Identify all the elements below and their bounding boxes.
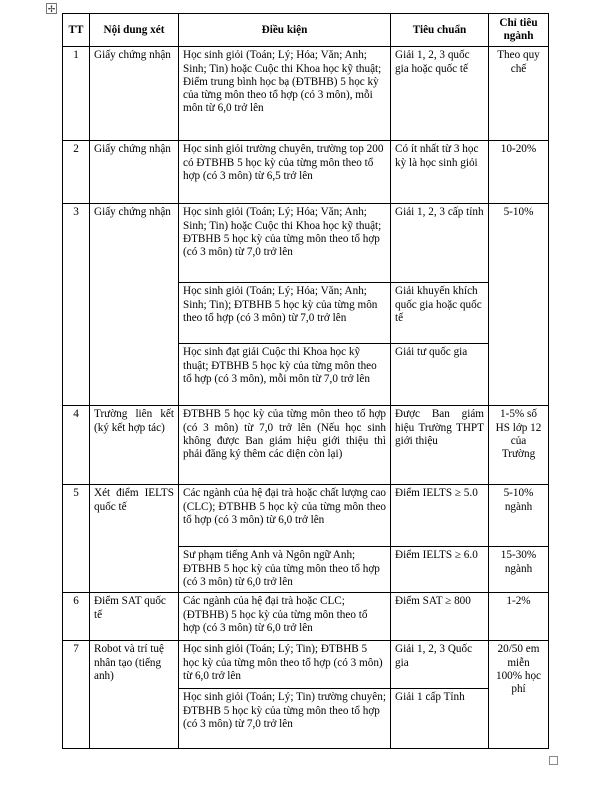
header-condition: Điều kiện bbox=[179, 14, 391, 47]
row-content: Robot và trí tuệ nhân tạo (tiếng anh) bbox=[90, 641, 179, 749]
row-quota: 10-20% bbox=[489, 141, 549, 204]
admission-criteria-table bbox=[62, 13, 549, 749]
row-quota: Theo quy chế bbox=[489, 47, 549, 141]
row-tt: 2 bbox=[63, 141, 90, 204]
row-tt: 1 bbox=[63, 47, 90, 141]
row-condition: Học sinh giỏi (Toán; Lý; Hóa; Văn; Anh; Sinh; Tin) hoặc Cuộc thi Khoa học kỹ thuật; Điểm trung bình học bạ (ĐTBHB) 5 học kỳ của từng môn theo tổ hợp (có 3 môn), mỗi môn từ 6,0 trở lên bbox=[179, 47, 391, 141]
table-row bbox=[63, 641, 549, 689]
row-content: Giấy chứng nhận bbox=[90, 204, 179, 406]
row-standard: Giải 1, 2, 3 cấp tỉnh bbox=[391, 204, 489, 283]
row-condition: Học sinh giỏi (Toán; Lý; Hóa; Văn; Anh; Sinh; Tin); ĐTBHB 5 học kỳ của từng môn theo tổ hợp (có 3 môn) từ 7,0 trở lên bbox=[179, 283, 391, 344]
row-standard: Có ít nhất từ 3 học kỳ là học sinh giỏi bbox=[391, 141, 489, 204]
header-quota: Chỉ tiêu ngành bbox=[489, 14, 549, 47]
table-header-row bbox=[63, 14, 549, 47]
row-condition: Học sinh giỏi (Toán; Lý; Tin) trường chuyên; ĐTBHB 5 học kỳ của từng môn theo tổ hợp (có 3 môn) từ 7,0 trở lên bbox=[179, 689, 391, 749]
table-row bbox=[63, 593, 549, 641]
row-standard: Giải 1, 2, 3 quốc gia hoặc quốc tế bbox=[391, 47, 489, 141]
row-content: Xét điểm IELTS quốc tế bbox=[90, 485, 179, 593]
row-condition: Học sinh giỏi (Toán; Lý; Hóa; Văn; Anh; Sinh; Tin) hoặc Cuộc thi Khoa học kỹ thuật; ĐTBHB 5 học kỳ của từng môn theo tổ hợp (có 3 môn) từ 7,0 trở lên bbox=[179, 204, 391, 283]
row-content: Giấy chứng nhận bbox=[90, 141, 179, 204]
row-condition: ĐTBHB 5 học kỳ của từng môn theo tổ hợp (có 3 môn) từ 7,0 trở lên (Nếu học sinh không được Ban giám hiệu giới thiệu thì phải đăng ký thêm các diện còn lại) bbox=[179, 406, 391, 485]
row-condition: Các ngành của hệ đại trà hoặc chất lượng cao (CLC); ĐTBHB 5 học kỳ của từng môn theo tổ hợp (có 3 môn) từ 6,0 trở lên bbox=[179, 485, 391, 547]
row-condition: Học sinh giỏi trường chuyên, trường top 200 có ĐTBHB 5 học kỳ của từng môn theo tổ hợp (có 3 môn) từ 6,5 trở lên bbox=[179, 141, 391, 204]
row-quota: 15-30% ngành bbox=[489, 547, 549, 593]
row-standard: Được Ban giám hiệu Trường THPT giới thiệu bbox=[391, 406, 489, 485]
row-standard: Giải tư quốc gia bbox=[391, 344, 489, 406]
header-tt: TT bbox=[63, 14, 90, 47]
table-row bbox=[63, 485, 549, 547]
row-quota: 1-5% số HS lớp 12 của Trường bbox=[489, 406, 549, 485]
row-standard: Giải 1 cấp Tỉnh bbox=[391, 689, 489, 749]
row-standard: Điểm SAT ≥ 800 bbox=[391, 593, 489, 641]
table-row bbox=[63, 406, 549, 485]
table-move-handle-icon[interactable]: ✢ bbox=[47, 4, 56, 14]
row-quota: 5-10% ngành bbox=[489, 485, 549, 547]
row-content: Giấy chứng nhận bbox=[90, 47, 179, 141]
row-tt: 4 bbox=[63, 406, 90, 485]
row-condition: Sư phạm tiếng Anh và Ngôn ngữ Anh; ĐTBHB 5 học kỳ của từng môn theo tổ hợp (có 3 môn) từ 6,0 trở lên bbox=[179, 547, 391, 593]
row-tt: 7 bbox=[63, 641, 90, 749]
row-standard: Điểm IELTS ≥ 5.0 bbox=[391, 485, 489, 547]
row-content: Trường liên kết (ký kết hợp tác) bbox=[90, 406, 179, 485]
row-standard: Giải khuyến khích quốc gia hoặc quốc tế bbox=[391, 283, 489, 344]
row-tt: 6 bbox=[63, 593, 90, 641]
row-condition: Học sinh giỏi (Toán; Lý; Tin); ĐTBHB 5 học kỳ của từng môn theo tổ hợp (có 3 môn) từ 6,0 trở lên bbox=[179, 641, 391, 689]
row-quota: 20/50 em miễn 100% học phí bbox=[489, 641, 549, 749]
row-standard: Điểm IELTS ≥ 6.0 bbox=[391, 547, 489, 593]
row-quota: 5-10% bbox=[489, 204, 549, 406]
row-condition: Học sinh đạt giải Cuộc thi Khoa học kỹ thuật; ĐTBHB 5 học kỳ của từng môn theo tổ hợp (có 3 môn), mỗi môn từ 7,0 trở lên bbox=[179, 344, 391, 406]
header-standard: Tiêu chuẩn bbox=[391, 14, 489, 47]
header-content: Nội dung xét bbox=[90, 14, 179, 47]
row-content: Điểm SAT quốc tế bbox=[90, 593, 179, 641]
row-quota: 1-2% bbox=[489, 593, 549, 641]
table-row bbox=[63, 204, 549, 283]
row-condition: Các ngành của hệ đại trà hoặc CLC; (ĐTBHB) 5 học kỳ của từng môn theo tổ hợp (có 3 môn) từ 6,0 trở lên bbox=[179, 593, 391, 641]
row-standard: Giải 1, 2, 3 Quốc gia bbox=[391, 641, 489, 689]
table-row bbox=[63, 141, 549, 204]
row-tt: 5 bbox=[63, 485, 90, 593]
table-resize-handle-icon[interactable] bbox=[549, 756, 558, 765]
row-tt: 3 bbox=[63, 204, 90, 406]
table-row bbox=[63, 47, 549, 141]
